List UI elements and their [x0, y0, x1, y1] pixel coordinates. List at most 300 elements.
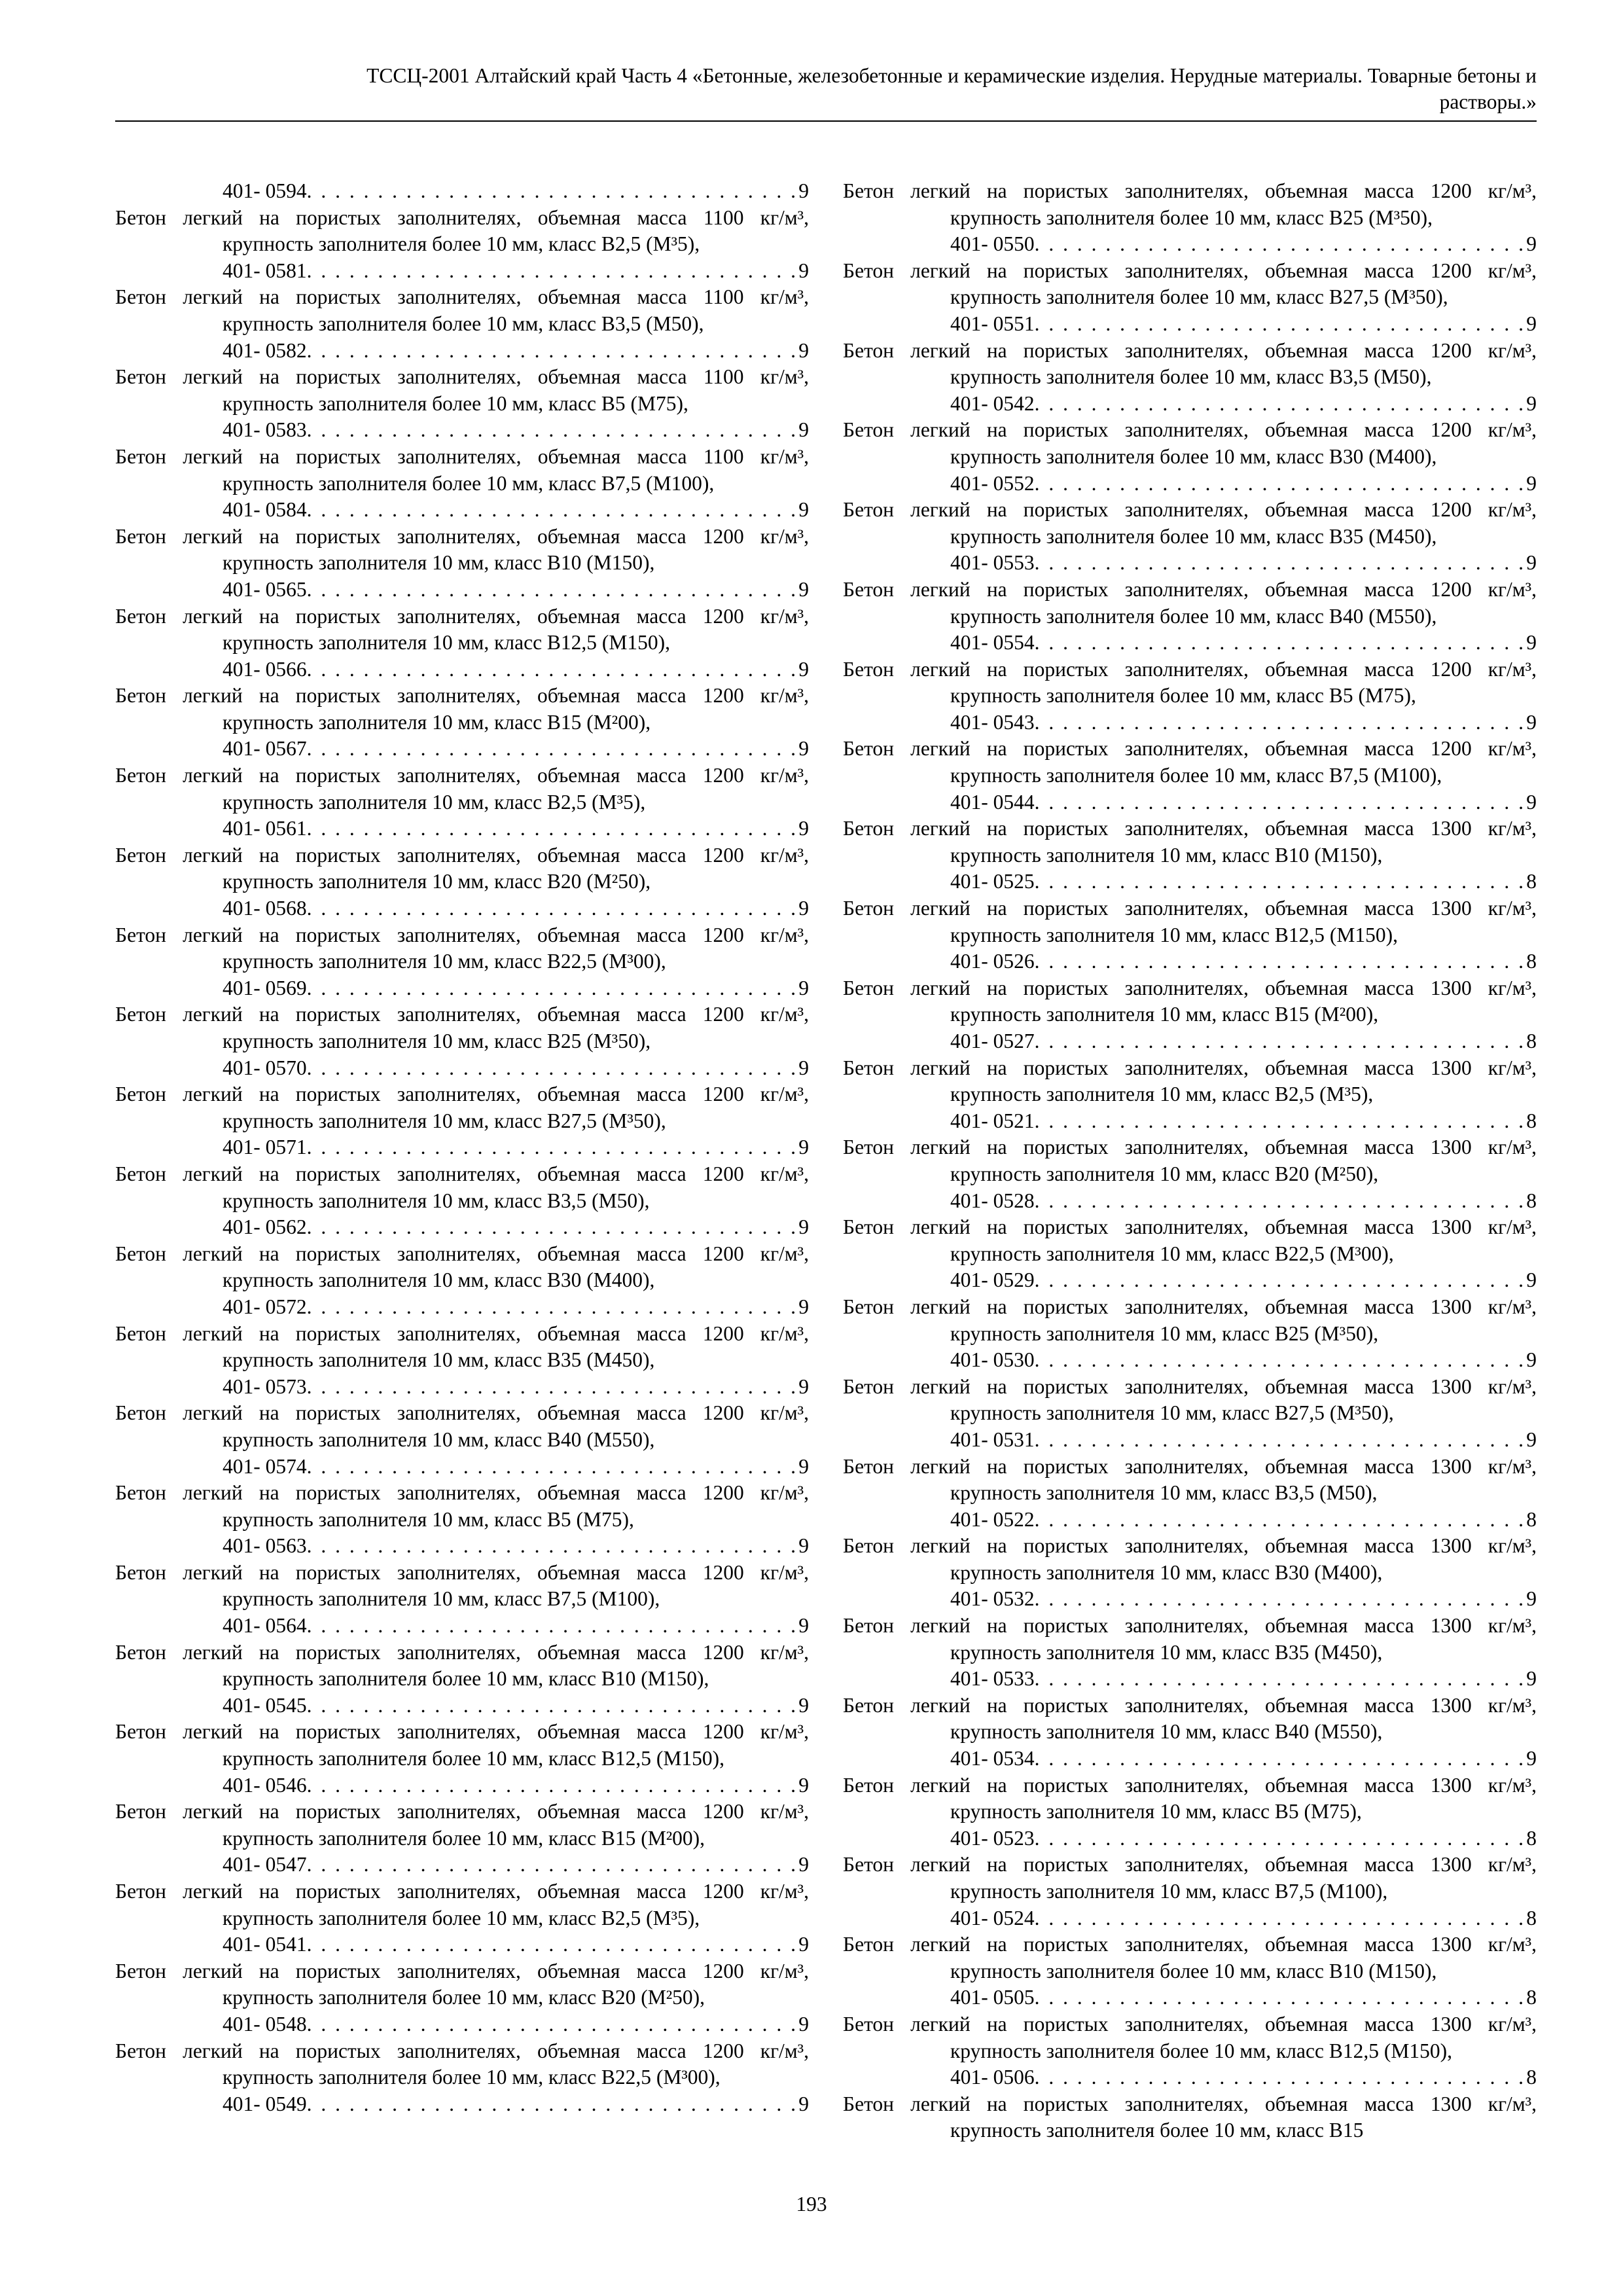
index-entry-text: Бетон легкий на пористых заполнителях, объемная масса 1200 кг/м³, крупность заполнителя более 10 мм, класс В27,5 (М³50), — [843, 259, 1537, 309]
index-entry — [843, 1454, 1537, 1534]
index-entry-code: 401- 0582 — [223, 338, 307, 362]
dot-leader — [307, 1374, 799, 1401]
index-entry-text: Бетон легкий на пористых заполнителях, объемная масса 1300 кг/м³, крупность заполнителя 10 мм, класс В20 (М²50), — [843, 1136, 1537, 1185]
index-entry-page: 9 — [798, 897, 809, 920]
index-entry-text: Бетон легкий на пористых заполнителях, объемная масса 1300 кг/м³, крупность заполнителя 10 мм, класс В3,5 (М50), — [843, 1454, 1537, 1505]
index-entry-code: 401- 0534 — [950, 1747, 1035, 1770]
index-entry-reference — [115, 2091, 809, 2118]
index-entry — [115, 762, 809, 842]
dot-leader — [307, 895, 799, 922]
index-entry-page: 9 — [798, 2012, 809, 2036]
index-entry-page: 9 — [1526, 1348, 1537, 1372]
index-entry — [843, 1294, 1537, 1374]
index-entry-code: 401- 0549 — [223, 2092, 307, 2115]
index-entry-code: 401- 0547 — [223, 1853, 307, 1876]
index-entry-reference — [843, 709, 1537, 736]
index-entry-code: 401- 0553 — [950, 551, 1035, 575]
index-entry-page: 8 — [1526, 1906, 1537, 1929]
index-entry-page: 9 — [798, 179, 809, 202]
index-entry-text: Бетон легкий на пористых заполнителях, объемная масса 1300 кг/м³, крупность заполнителя 10 мм, класс В25 (М³50), — [843, 1295, 1537, 1345]
index-entry-reference — [843, 1108, 1537, 1135]
index-entry-text: Бетон легкий на пористых заполнителях, объемная масса 1200 кг/м³, крупность заполнителя 10 мм, класс В40 (М550), — [115, 1401, 809, 1451]
index-entry — [115, 1560, 809, 1640]
index-entry-reference — [843, 1905, 1537, 1932]
index-entry-code: 401- 0563 — [223, 1534, 307, 1558]
index-entry — [115, 1799, 809, 1878]
index-entry-text: Бетон легкий на пористых заполнителях, объемная масса 1200 кг/м³, крупность заполнителя более 10 мм, класс В22,5 (М³00), — [115, 2039, 809, 2089]
index-entry-page: 9 — [1526, 1667, 1537, 1691]
index-entry — [843, 1693, 1537, 1772]
dot-leader — [1035, 2064, 1527, 2091]
index-entry — [115, 1400, 809, 1480]
dot-leader — [1035, 550, 1527, 577]
index-entry-text: Бетон легкий на пористых заполнителях, объемная масса 1200 кг/м³, крупность заполнителя более 10 мм, класс В10 (М150), — [115, 1640, 809, 1691]
index-entry-page: 8 — [1526, 950, 1537, 973]
index-entry-reference — [843, 1825, 1537, 1852]
index-entry-reference — [115, 975, 809, 1002]
index-entry-reference — [115, 1533, 809, 1560]
index-entry-text: Бетон легкий на пористых заполнителях, объемная масса 1200 кг/м³, крупность заполнителя 10 мм, класс В3,5 (М50), — [115, 1162, 809, 1212]
index-entry — [843, 178, 1537, 258]
index-entry-page: 9 — [798, 1136, 809, 1159]
index-entry-reference — [843, 391, 1537, 418]
index-entry-code: 401- 0506 — [950, 2066, 1035, 2089]
index-entry — [115, 1878, 809, 1958]
index-entry-page: 9 — [1526, 232, 1537, 256]
index-entry-reference — [843, 471, 1537, 497]
header-divider — [115, 120, 1537, 122]
index-entry-code: 401- 0528 — [950, 1189, 1035, 1212]
index-entry — [843, 1931, 1537, 2011]
index-entry-text: Бетон легкий на пористых заполнителях, объемная масса 1200 кг/м³, крупность заполнителя 10 мм, класс В30 (М400), — [115, 1242, 809, 1292]
dot-leader — [307, 178, 799, 205]
index-entry-page: 9 — [798, 1614, 809, 1638]
index-entry-text: Бетон легкий на пористых заполнителях, объемная масса 1300 кг/м³, крупность заполнителя 10 мм, класс В30 (М400), — [843, 1534, 1537, 1584]
dot-leader — [1035, 1267, 1527, 1294]
dot-leader — [307, 1852, 799, 1878]
index-entry-reference — [843, 1666, 1537, 1693]
index-entry-text: Бетон легкий на пористых заполнителях, объемная масса 1200 кг/м³, крупность заполнителя более 10 мм, класс В40 (М550), — [843, 577, 1537, 628]
running-header — [115, 63, 1537, 115]
index-entry-code: 401- 0552 — [950, 471, 1035, 495]
index-entry-reference — [115, 497, 809, 524]
index-entry-page: 9 — [798, 577, 809, 601]
index-entry-page: 9 — [798, 1454, 809, 1478]
index-entry-code: 401- 0544 — [950, 790, 1035, 814]
dot-leader — [1035, 1666, 1527, 1693]
index-entry-page: 9 — [798, 1056, 809, 1079]
index-entry-code: 401- 0583 — [223, 418, 307, 442]
index-entry-code: 401- 0550 — [950, 232, 1035, 256]
index-entry-page: 9 — [798, 498, 809, 522]
running-header-line-1: ТССЦ-2001 Алтайский край Часть 4 «Бетонные, железобетонные и керамические изделия. Нерудные материалы. Товарные бетоны и — [366, 64, 1537, 87]
index-entry-reference — [115, 258, 809, 285]
index-entry-page: 9 — [798, 1693, 809, 1717]
index-entry — [115, 1161, 809, 1241]
index-entry-page: 9 — [798, 657, 809, 681]
index-entry-reference — [115, 338, 809, 365]
index-entry-text: Бетон легкий на пористых заполнителях, объемная масса 1200 кг/м³, крупность заполнителя 10 мм, класс В5 (М75), — [115, 1481, 809, 1531]
dot-leader — [307, 816, 799, 842]
dot-leader — [307, 258, 799, 285]
index-entry-reference — [843, 1984, 1537, 2011]
index-entry-text: Бетон легкий на пористых заполнителях, объемная масса 1300 кг/м³, крупность заполнителя 10 мм, класс В35 (М450), — [843, 1614, 1537, 1664]
index-entry-page: 9 — [798, 1853, 809, 1876]
index-entry — [843, 1772, 1537, 1852]
index-entry-text: Бетон легкий на пористых заполнителях, объемная масса 1300 кг/м³, крупность заполнителя более 10 мм, класс В12,5 (М150), — [843, 2012, 1537, 2062]
index-entry-text: Бетон легкий на пористых заполнителях, объемная масса 1200 кг/м³, крупность заполнителя более 10 мм, класс В12,5 (М150), — [115, 1720, 809, 1770]
dot-leader — [1035, 1347, 1527, 1374]
dot-leader — [1035, 1427, 1527, 1454]
index-entry-text: Бетон легкий на пористых заполнителях, объемная масса 1300 кг/м³, крупность заполнителя 10 мм, класс В2,5 (М³5), — [843, 1056, 1537, 1106]
dot-leader — [1035, 311, 1527, 338]
index-entry-code: 401- 0546 — [223, 1773, 307, 1797]
index-entry-page: 9 — [1526, 710, 1537, 734]
index-entry-text: Бетон легкий на пористых заполнителях, объемная масса 1200 кг/м³, крупность заполнителя более 10 мм, класс В5 (М75), — [843, 657, 1537, 708]
index-entry-page: 9 — [1526, 551, 1537, 575]
index-entry-page: 9 — [798, 976, 809, 999]
index-column-left — [115, 178, 809, 2117]
dot-leader — [307, 2011, 799, 2038]
dot-leader — [1035, 471, 1527, 497]
index-entry-page: 8 — [1526, 1507, 1537, 1531]
index-entry-text: Бетон легкий на пористых заполнителях, объемная масса 1200 кг/м³, крупность заполнителя более 10 мм, класс В35 (М450), — [843, 498, 1537, 548]
index-entry-reference — [843, 789, 1537, 816]
index-entry-code: 401- 0541 — [223, 1933, 307, 1956]
index-entry-reference — [843, 1267, 1537, 1294]
index-entry-reference — [115, 1374, 809, 1401]
dot-leader — [307, 1772, 799, 1799]
dot-leader — [1035, 391, 1527, 418]
index-entry-code: 401- 0542 — [950, 391, 1035, 415]
index-entry-text: Бетон легкий на пористых заполнителях, объемная масса 1200 кг/м³, крупность заполнителя более 10 мм, класс В3,5 (М50), — [843, 338, 1537, 389]
index-entry-reference — [115, 1931, 809, 1958]
index-entry-reference — [115, 656, 809, 683]
index-entry-code: 401- 0532 — [950, 1587, 1035, 1611]
index-entry-code: 401- 0533 — [950, 1667, 1035, 1691]
index-entry — [115, 603, 809, 683]
dot-leader — [307, 417, 799, 444]
index-entry-code: 401- 0524 — [950, 1906, 1035, 1929]
index-entry-reference — [843, 1028, 1537, 1055]
index-entry — [843, 895, 1537, 975]
dot-leader — [1035, 1984, 1527, 2011]
index-entry-text: Бетон легкий на пористых заполнителях, объемная масса 1200 кг/м³, крупность заполнителя 10 мм, класс В7,5 (М100), — [115, 1560, 809, 1611]
index-entry — [115, 683, 809, 762]
index-entry — [115, 1081, 809, 1161]
index-entry — [843, 1533, 1537, 1613]
dot-leader — [1035, 948, 1527, 975]
index-entry-reference — [843, 1427, 1537, 1454]
index-entry-code: 401- 0568 — [223, 897, 307, 920]
index-entry — [115, 284, 809, 364]
index-entry — [115, 444, 809, 524]
index-entry-page: 9 — [1526, 391, 1537, 415]
index-entry-page: 9 — [1526, 790, 1537, 814]
index-entry-reference — [843, 1507, 1537, 1534]
dot-leader — [307, 1693, 799, 1719]
index-entry-text: Бетон легкий на пористых заполнителях, объемная масса 1300 кг/м³, крупность заполнителя 10 мм, класс В40 (М550), — [843, 1693, 1537, 1744]
index-entry-text: Бетон легкий на пористых заполнителях, объемная масса 1200 кг/м³, крупность заполнителя более 10 мм, класс В2,5 (М³5), — [115, 1880, 809, 1929]
index-entry-page: 9 — [798, 2092, 809, 2115]
dot-leader — [1035, 1586, 1527, 1613]
index-entry-reference — [115, 816, 809, 842]
index-entry-text: Бетон легкий на пористых заполнителях, объемная масса 1200 кг/м³, крупность заполнителя более 10 мм, класс В25 (М³50), — [843, 179, 1537, 229]
index-entry — [843, 1134, 1537, 1214]
index-entry-text: Бетон легкий на пористых заполнителях, объемная масса 1100 кг/м³, крупность заполнителя более 10 мм, класс В7,5 (М100), — [115, 444, 809, 495]
index-entry — [115, 1241, 809, 1321]
index-entry-page: 8 — [1526, 1986, 1537, 2009]
index-entry-page: 9 — [1526, 1268, 1537, 1292]
dot-leader — [307, 1055, 799, 1082]
index-entry — [843, 975, 1537, 1055]
dot-leader — [1035, 709, 1527, 736]
index-entry-page: 9 — [798, 259, 809, 282]
index-entry — [115, 178, 809, 205]
index-entry-reference — [843, 1586, 1537, 1613]
dot-leader — [307, 736, 799, 762]
index-entry-text: Бетон легкий на пористых заполнителях, объемная масса 1200 кг/м³, крупность заполнителя более 10 мм, класс В30 (М400), — [843, 418, 1537, 468]
index-entry-code: 401- 0523 — [950, 1826, 1035, 1850]
index-column-right — [843, 178, 1537, 2144]
dot-leader — [307, 497, 799, 524]
dot-leader — [307, 1134, 799, 1161]
index-entry-page: 8 — [1526, 870, 1537, 893]
index-entry-reference — [115, 417, 809, 444]
index-entry — [115, 1001, 809, 1081]
index-entry-code: 401- 0522 — [950, 1507, 1035, 1531]
index-entry-page: 9 — [1526, 471, 1537, 495]
dot-leader — [1035, 231, 1527, 258]
index-entry-reference — [115, 1693, 809, 1719]
index-entry-text: Бетон легкий на пористых заполнителях, объемная масса 1300 кг/м³, крупность заполнителя 10 мм, класс В7,5 (М100), — [843, 1853, 1537, 1903]
index-entry — [843, 1374, 1537, 1454]
index-entry — [115, 842, 809, 922]
index-entry-code: 401- 0569 — [223, 976, 307, 999]
index-entry — [843, 577, 1537, 656]
index-entry-code: 401- 0570 — [223, 1056, 307, 1079]
dot-leader — [307, 1533, 799, 1560]
index-entry-reference — [115, 736, 809, 762]
dot-leader — [307, 1214, 799, 1241]
dot-leader — [307, 1613, 799, 1640]
index-entry-text: Бетон легкий на пористых заполнителях, объемная масса 1200 кг/м³, крупность заполнителя 10 мм, класс В2,5 (М³5), — [115, 764, 809, 814]
index-entry-reference — [115, 1214, 809, 1241]
dot-leader — [307, 1294, 799, 1321]
dot-leader — [1035, 1746, 1527, 1772]
index-entry — [115, 2038, 809, 2118]
index-entry-code: 401- 0565 — [223, 577, 307, 601]
index-entry-text: Бетон легкий на пористых заполнителях, объемная масса 1300 кг/м³, крупность заполнителя более 10 мм, класс В10 (М150), — [843, 1933, 1537, 1982]
dot-leader — [1035, 1188, 1527, 1215]
index-entry-code: 401- 0571 — [223, 1136, 307, 1159]
index-entry — [843, 2091, 1537, 2144]
index-entry-reference — [115, 1134, 809, 1161]
index-entry-reference — [115, 577, 809, 603]
index-entry — [843, 736, 1537, 816]
index-entry-reference — [843, 1188, 1537, 1215]
index-entry — [843, 2011, 1537, 2091]
index-entry-text: Бетон легкий на пористых заполнителях, объемная масса 1100 кг/м³, крупность заполнителя более 10 мм, класс В2,5 (М³5), — [115, 206, 809, 256]
dot-leader — [307, 975, 799, 1002]
dot-leader — [307, 2091, 799, 2118]
index-entry-reference — [115, 1454, 809, 1480]
index-entry-page: 9 — [798, 817, 809, 840]
index-entry-page: 9 — [798, 418, 809, 442]
dot-leader — [1035, 630, 1527, 656]
page-number: 193 — [796, 2193, 827, 2215]
index-entry — [115, 205, 809, 285]
index-entry-text: Бетон легкий на пористых заполнителях, объемная масса 1300 кг/м³, крупность заполнителя более 10 мм, класс В15 — [843, 2092, 1537, 2142]
index-entry-text: Бетон легкий на пористых заполнителях, объемная масса 1300 кг/м³, крупность заполнителя 10 мм, класс В12,5 (М150), — [843, 897, 1537, 946]
index-entry-reference — [115, 178, 809, 205]
index-entry-text: Бетон легкий на пористых заполнителях, объемная масса 1200 кг/м³, крупность заполнителя 10 мм, класс В15 (М²00), — [115, 684, 809, 734]
dot-leader — [1035, 1825, 1527, 1852]
index-entry-code: 401- 0573 — [223, 1374, 307, 1398]
dot-leader — [1035, 1905, 1527, 1932]
dot-leader — [1035, 789, 1527, 816]
index-entry — [115, 524, 809, 603]
dot-leader — [1035, 869, 1527, 895]
index-entry — [115, 1480, 809, 1560]
index-entry-code: 401- 0545 — [223, 1693, 307, 1717]
index-entry-code: 401- 0525 — [950, 870, 1035, 893]
index-entry-code: 401- 0567 — [223, 737, 307, 761]
index-entry-page: 9 — [798, 1933, 809, 1956]
index-entry-page: 8 — [1526, 1826, 1537, 1850]
index-entry-page: 8 — [1526, 2066, 1537, 2089]
index-entry-code: 401- 0548 — [223, 2012, 307, 2036]
index-entry-code: 401- 0574 — [223, 1454, 307, 1478]
index-entry-reference — [843, 1746, 1537, 1772]
dot-leader — [307, 577, 799, 603]
index-entry-page: 9 — [1526, 1747, 1537, 1770]
index-entry-text: Бетон легкий на пористых заполнителях, объемная масса 1300 кг/м³, крупность заполнителя 10 мм, класс В15 (М²00), — [843, 976, 1537, 1026]
index-entry-page: 8 — [1526, 1109, 1537, 1132]
index-entry-code: 401- 0526 — [950, 950, 1035, 973]
index-entry-page: 8 — [1526, 1189, 1537, 1212]
index-entry-text: Бетон легкий на пористых заполнителях, объемная масса 1200 кг/м³, крупность заполнителя 10 мм, класс В12,5 (М150), — [115, 604, 809, 655]
index-entry-text: Бетон легкий на пористых заполнителях, объемная масса 1100 кг/м³, крупность заполнителя более 10 мм, класс В5 (М75), — [115, 365, 809, 415]
index-entry-page: 9 — [1526, 1587, 1537, 1611]
index-entry-reference — [115, 2011, 809, 2038]
index-entry-code: 401- 0529 — [950, 1268, 1035, 1292]
dot-leader — [307, 1454, 799, 1480]
index-entry — [843, 1214, 1537, 1294]
index-entry-code: 401- 0594 — [223, 179, 307, 202]
index-entry-reference — [115, 895, 809, 922]
index-entry-code: 401- 0561 — [223, 817, 307, 840]
index-entry-code: 401- 0562 — [223, 1215, 307, 1239]
index-entry-text: Бетон легкий на пористых заполнителях, объемная масса 1200 кг/м³, крупность заполнителя 10 мм, класс В35 (М450), — [115, 1321, 809, 1372]
index-entry — [843, 417, 1537, 497]
index-entry — [115, 1640, 809, 1719]
index-entry-reference — [115, 1772, 809, 1799]
index-entry-page: 9 — [1526, 312, 1537, 335]
index-entry-page: 9 — [1526, 631, 1537, 655]
index-entry — [843, 816, 1537, 895]
index-entry-code: 401- 0566 — [223, 657, 307, 681]
index-entry-code: 401- 0564 — [223, 1614, 307, 1638]
index-entry-page: 9 — [798, 1295, 809, 1318]
index-entry-reference — [843, 550, 1537, 577]
index-entry-text: Бетон легкий на пористых заполнителях, объемная масса 1300 кг/м³, крупность заполнителя 10 мм, класс В27,5 (М³50), — [843, 1374, 1537, 1425]
index-entry-code: 401- 0554 — [950, 631, 1035, 655]
index-entry-text: Бетон легкий на пористых заполнителях, объемная масса 1300 кг/м³, крупность заполнителя 10 мм, класс В5 (М75), — [843, 1773, 1537, 1823]
index-entry-page: 9 — [798, 1215, 809, 1239]
dot-leader — [1035, 1028, 1527, 1055]
index-entry — [115, 1719, 809, 1799]
index-entry — [115, 1958, 809, 2038]
index-entry-code: 401- 0572 — [223, 1295, 307, 1318]
index-entry-code: 401- 0527 — [950, 1030, 1035, 1052]
index-entry-code: 401- 0521 — [950, 1109, 1035, 1132]
dot-leader — [1035, 1507, 1527, 1534]
index-entry-text: Бетон легкий на пористых заполнителях, объемная масса 1200 кг/м³, крупность заполнителя более 10 мм, класс В20 (М²50), — [115, 1959, 809, 2009]
index-entry-code: 401- 0543 — [950, 710, 1035, 734]
index-entry-reference — [115, 1055, 809, 1082]
index-entry — [843, 656, 1537, 736]
index-entry-code: 401- 0551 — [950, 312, 1035, 335]
index-entry — [843, 258, 1537, 338]
index-entry-reference — [843, 1347, 1537, 1374]
index-entry-reference — [843, 630, 1537, 656]
index-entry-text: Бетон легкий на пористых заполнителях, объемная масса 1200 кг/м³, крупность заполнителя 10 мм, класс В25 (М³50), — [115, 1003, 809, 1052]
index-entry — [843, 1055, 1537, 1135]
index-entry-text: Бетон легкий на пористых заполнителях, объемная масса 1200 кг/м³, крупность заполнителя 10 мм, класс В20 (М²50), — [115, 843, 809, 893]
dot-leader — [1035, 1108, 1527, 1135]
index-entry-reference — [115, 1852, 809, 1878]
index-entry-page: 9 — [798, 1773, 809, 1797]
index-entry — [115, 364, 809, 444]
index-entry-text: Бетон легкий на пористых заполнителях, объемная масса 1200 кг/м³, крупность заполнителя 10 мм, класс В10 (М150), — [115, 524, 809, 575]
index-entry-code: 401- 0584 — [223, 498, 307, 522]
dot-leader — [307, 338, 799, 365]
index-entry-text: Бетон легкий на пористых заполнителях, объемная масса 1200 кг/м³, крупность заполнителя 10 мм, класс В27,5 (М³50), — [115, 1083, 809, 1132]
index-entry-code: 401- 0505 — [950, 1986, 1035, 2009]
index-entry-code: 401- 0531 — [950, 1427, 1035, 1451]
index-entry-code: 401- 0581 — [223, 259, 307, 282]
index-entry-text: Бетон легкий на пористых заполнителях, объемная масса 1100 кг/м³, крупность заполнителя более 10 мм, класс В3,5 (М50), — [115, 285, 809, 335]
dot-leader — [307, 1931, 799, 1958]
index-entry — [115, 922, 809, 1002]
index-entry-text: Бетон легкий на пористых заполнителях, объемная масса 1300 кг/м³, крупность заполнителя 10 мм, класс В10 (М150), — [843, 817, 1537, 867]
index-entry-reference — [843, 869, 1537, 895]
index-entry-page: 9 — [798, 1534, 809, 1558]
index-entry-reference — [843, 948, 1537, 975]
index-entry — [843, 1613, 1537, 1693]
index-entry-text: Бетон легкий на пористых заполнителях, объемная масса 1200 кг/м³, крупность заполнителя более 10 мм, класс В15 (М²00), — [115, 1800, 809, 1850]
index-entry-reference — [843, 231, 1537, 258]
index-entry-text: Бетон легкий на пористых заполнителях, объемная масса 1300 кг/м³, крупность заполнителя 10 мм, класс В22,5 (М³00), — [843, 1215, 1537, 1265]
index-entry-reference — [115, 1613, 809, 1640]
index-entry — [115, 1321, 809, 1401]
index-entry-reference — [843, 311, 1537, 338]
index-entry-page: 9 — [798, 338, 809, 362]
index-entry-page: 9 — [798, 1374, 809, 1398]
index-entry — [843, 338, 1537, 418]
running-header-line-2: растворы.» — [1439, 90, 1537, 113]
index-entry-reference — [115, 1294, 809, 1321]
index-entry-page: 8 — [1526, 1030, 1537, 1052]
index-entry — [843, 497, 1537, 577]
index-entry-page: 9 — [798, 737, 809, 761]
index-entry-reference — [843, 2064, 1537, 2091]
index-entry-page: 9 — [1526, 1427, 1537, 1451]
index-entry — [843, 1852, 1537, 1931]
dot-leader — [307, 656, 799, 683]
index-entry-code: 401- 0530 — [950, 1348, 1035, 1372]
